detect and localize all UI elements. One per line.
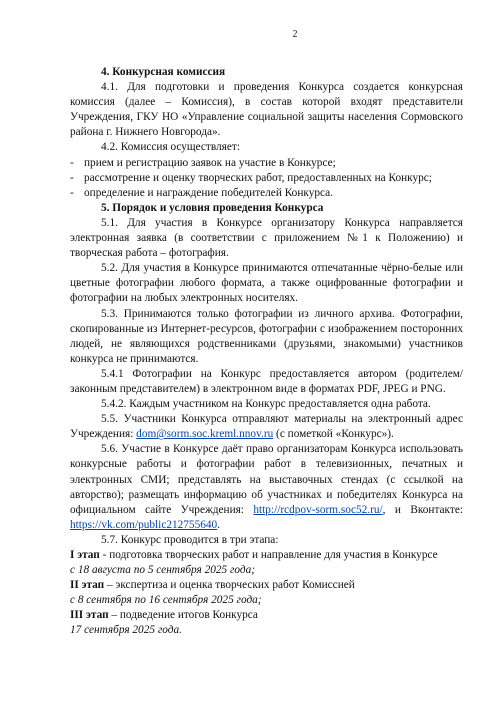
stage-2 [70,578,463,593]
list-item-text: рассмотрение и оценку творческих работ, предоставленных на Конкурс; [84,171,432,184]
stage-2-description: – экспертиза и оценка творческих работ Комиссией [104,579,355,592]
page-number: 2 [292,29,298,40]
stage-1-title: I этап [70,549,100,561]
paragraph-5-1: 5.1. Для участия в Конкурсе организатору Конкурса направляется электронная заявка (в соответствии с приложением №1 к Положению) и творческая работа – фотография. [70,216,463,260]
paragraph-5-5-note: (с пометкой «Конкурс»). [273,428,394,441]
email-link[interactable]: dom@sorm.soc.kreml.nnov.ru [136,428,274,441]
section-5-heading: 5. Порядок и условия проведения Конкурса [101,201,324,214]
stage-1 [70,548,463,563]
stage-1-dates: с 18 августа по 5 сентября 2025 года; [70,564,256,577]
stage-3 [70,608,463,623]
stage-2-title: II этап [70,579,105,592]
paragraph-5-5 [70,412,463,442]
paragraph-5-6-mid: , и Вконтакте: [382,503,463,516]
paragraph-4-2: 4.2. Комиссия осуществляет: [101,141,240,154]
stage-2-dates: с 8 сентября по 16 сентября 2025 года; [70,594,262,607]
stage-1-description: - подготовка творческих работ и направление для участия в Конкурсе [99,549,438,561]
paragraph-5-2: 5.2. Для участия в Конкурсе принимаются отпечатанные чёрно-белые или цветные фотографии любого формата, а также оцифрованные фотографии и фотографии на любых электронных носителях. [70,262,463,305]
list-item-text: определение и награждение победителей Конкурса. [84,186,333,199]
list-item-text: прием и регистрацию заявок на участие в Конкурсе; [84,156,336,169]
stage-3-dates: 17 сентября 2025 года. [70,624,182,637]
list-item: - прием и регистрацию заявок на участие в Конкурсе; [70,156,336,169]
paragraph-5-4-1: 5.4.1 Фотографии на Конкурс предоставляется автором (родителем/законным представителем) в электронном виде в форматах PDF, JPEG и PNG. [70,367,463,395]
list-item: - определение и награждение победителей Конкурса. [70,186,333,199]
paragraph-5-7: 5.7. Конкурс проводится в три этапа: [101,533,279,546]
website-link[interactable]: http://rcdpov-sorm.soc52.ru/ [253,503,383,516]
vk-link[interactable]: https://vk.com/public212755640 [70,518,218,531]
paragraph-5-6-end: . [217,518,220,531]
paragraph-5-3: 5.3. Принимаются только фотографии из личного архива. Фотографии, скопированные из Интернет-ресурсов, фотографии с изображением посторонних людей, не являющихся родственниками (друзьями, знакомыми) участников конкурса не принимаются. [70,307,463,365]
section-4-heading: 4. Конкурсная комиссия [101,66,226,78]
stage-3-title: III этап [70,609,109,622]
paragraph-5-6 [70,442,463,533]
paragraph-5-4-2: 5.4.2. Каждым участником на Конкурс предоставляется одна работа. [101,398,431,411]
paragraph-4-1: 4.1. Для подготовки и проведения Конкурса создается конкурсная комиссия (далее – Комиссия), в состав которой входят представители Учреждения, ГКУ НО «Управление социальной защиты населения Сормовского района г. Нижнего Новгорода». [70,81,463,139]
list-item: - рассмотрение и оценку творческих работ, предоставленных на Конкурс; [70,171,432,184]
stage-3-description: – подведение итогов Конкурса [108,609,258,622]
paragraph-5-6-text: 5.6. Участие в Конкурсе даёт право организаторам Конкурса использовать конкурсные работы и фотографии работ в телевизионных, печатных и электронных СМИ; представлять на выставочных стендах (с ссылкой на авторство); размещать информацию об участниках и победителях Конкурса на официальном сайте Учреждения: [70,443,463,516]
paragraph-5-5-text: 5.5. Участники Конкурса отправляют материалы на электронный адрес Учреждения: [70,413,463,441]
